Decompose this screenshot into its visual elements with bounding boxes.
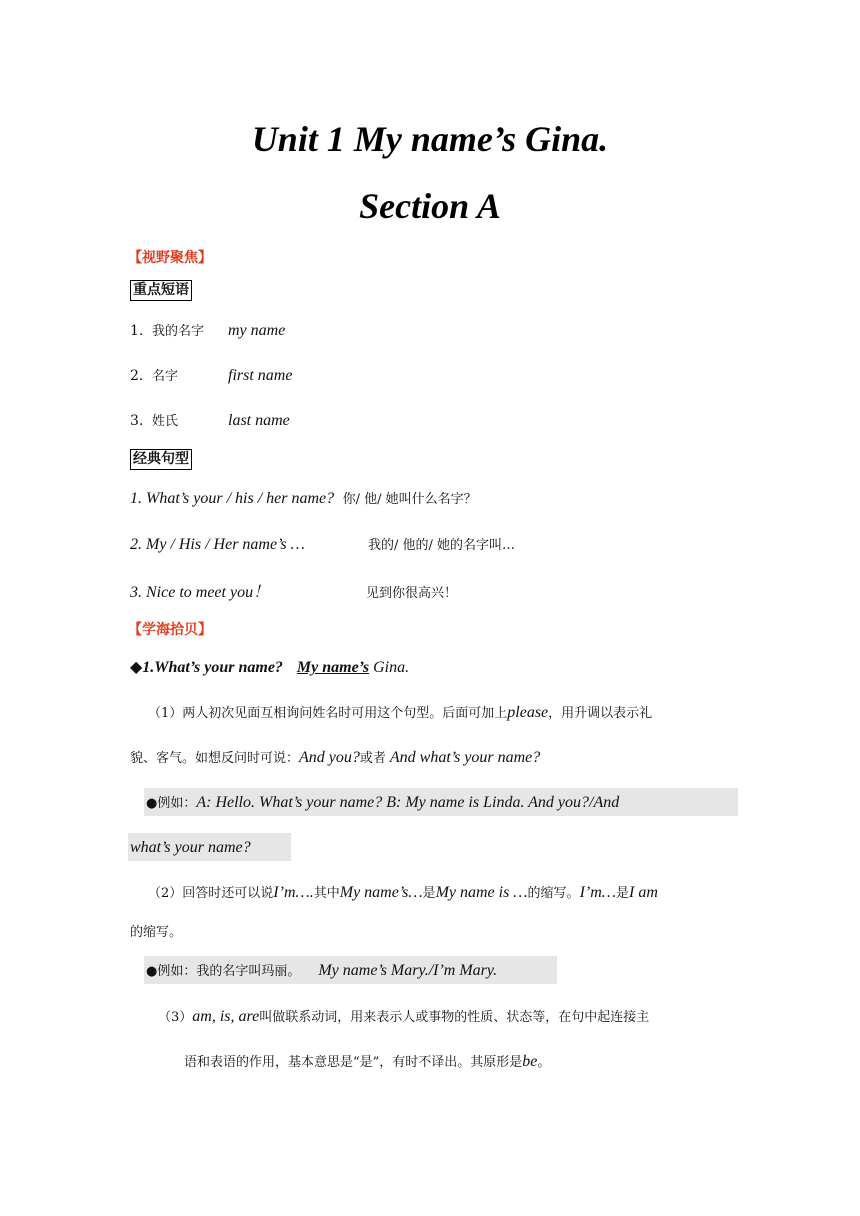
note-3-line-1: [158, 1007, 649, 1028]
phrase-number: 3.: [130, 413, 144, 429]
note-text: 的缩写。: [130, 925, 183, 940]
example-english: what’s your name?: [130, 839, 251, 856]
sentence-item: [130, 579, 457, 602]
phrase-number: 1.: [130, 323, 144, 339]
sentences-heading: 经典句型: [130, 449, 192, 470]
sentence-item: [130, 488, 477, 508]
phrase-item: [130, 410, 290, 430]
phrase-english: last name: [228, 412, 290, 429]
note-text: 叫做联系动词，用来表示人或事物的性质、状态等，在句中起连接主: [259, 1010, 650, 1025]
example-2: [146, 961, 497, 982]
note-text: 其中: [313, 886, 340, 901]
note-2-line-1: [148, 883, 658, 904]
note-2-line-2: [130, 922, 182, 943]
sentence-english: 2. My / His / Her name’s …: [130, 536, 305, 553]
example-label: ●例如：: [146, 796, 197, 811]
sentence-english: 3. Nice to meet you！: [130, 584, 270, 601]
focus-heading: 【视野聚焦】: [128, 250, 212, 266]
note-english: And you?: [299, 749, 360, 766]
note-english: am, is, are: [192, 1008, 260, 1025]
example-1-line-2: [130, 838, 251, 858]
phrase-english: my name: [228, 322, 286, 339]
note-text: （3）: [158, 1010, 193, 1025]
sentence-chinese: 我的/ 他的/ 她的名字叫…: [368, 538, 516, 553]
phrase-item: [130, 320, 285, 340]
note-text: 是: [422, 886, 436, 901]
example-label: ●例如：我的名字叫玛丽。: [146, 964, 301, 979]
note-english: My name is …: [435, 884, 528, 901]
note-3-line-2: [184, 1052, 550, 1073]
sentence-chinese: 见到你很高兴！: [366, 586, 458, 601]
phrase-english: first name: [228, 367, 293, 384]
note-english: please: [507, 704, 549, 721]
point-1: [130, 657, 409, 677]
point-1-answer: Gina.: [373, 659, 410, 676]
page-title: Unit 1 My name’s Gina.: [251, 119, 609, 159]
phrase-chinese: 名字: [152, 369, 179, 384]
note-text: ，用升调以表示礼: [548, 706, 653, 721]
phrase-item: [130, 365, 292, 385]
note-english: I’m….: [273, 884, 314, 901]
note-text: 或者: [359, 751, 386, 766]
point-1-question: ◆1.What’s your name?: [130, 659, 283, 676]
example-english: My name’s Mary./I’m Mary.: [318, 962, 498, 979]
point-1-underlined: My name’s: [296, 659, 370, 676]
note-english: My name’s…: [339, 884, 423, 901]
note-english: be: [522, 1053, 538, 1070]
phrase-chinese: 我的名字: [152, 324, 205, 339]
phrase-chinese: 姓氏: [152, 414, 179, 429]
note-english: And what’s your name?: [389, 749, 541, 766]
note-1-line-2: [130, 748, 540, 769]
note-text: 。: [537, 1055, 551, 1070]
key-phrases-heading: 重点短语: [130, 280, 192, 301]
note-text: （2）回答时还可以说: [148, 886, 274, 901]
phrase-number: 2.: [130, 368, 144, 384]
section-title: Section A: [359, 186, 501, 226]
note-text: 貌、客气。如想反问时可说：: [130, 751, 300, 766]
note-1-line-1: [148, 703, 652, 724]
sentence-item: [130, 534, 515, 554]
example-1-line-1: [146, 793, 619, 814]
note-text: 是: [616, 886, 630, 901]
note-english: I’m…: [579, 884, 616, 901]
sentence-chinese: 你/ 他/ 她叫什么名字？: [342, 492, 477, 507]
learn-heading: 【学海拾贝】: [128, 622, 212, 638]
note-text: 语和表语的作用，基本意思是“是”，有时不译出。其原形是: [184, 1055, 523, 1070]
note-english: I am: [629, 884, 658, 901]
example-english: A: Hello. What’s your name? B: My name is Linda. And you?/And: [196, 794, 620, 811]
note-text: （1）两人初次见面互相询问姓名时可用这个句型。后面可加上: [148, 706, 508, 721]
sentence-english: 1. What’s your / his / her name?: [130, 490, 335, 507]
note-text: 的缩写。: [527, 886, 580, 901]
